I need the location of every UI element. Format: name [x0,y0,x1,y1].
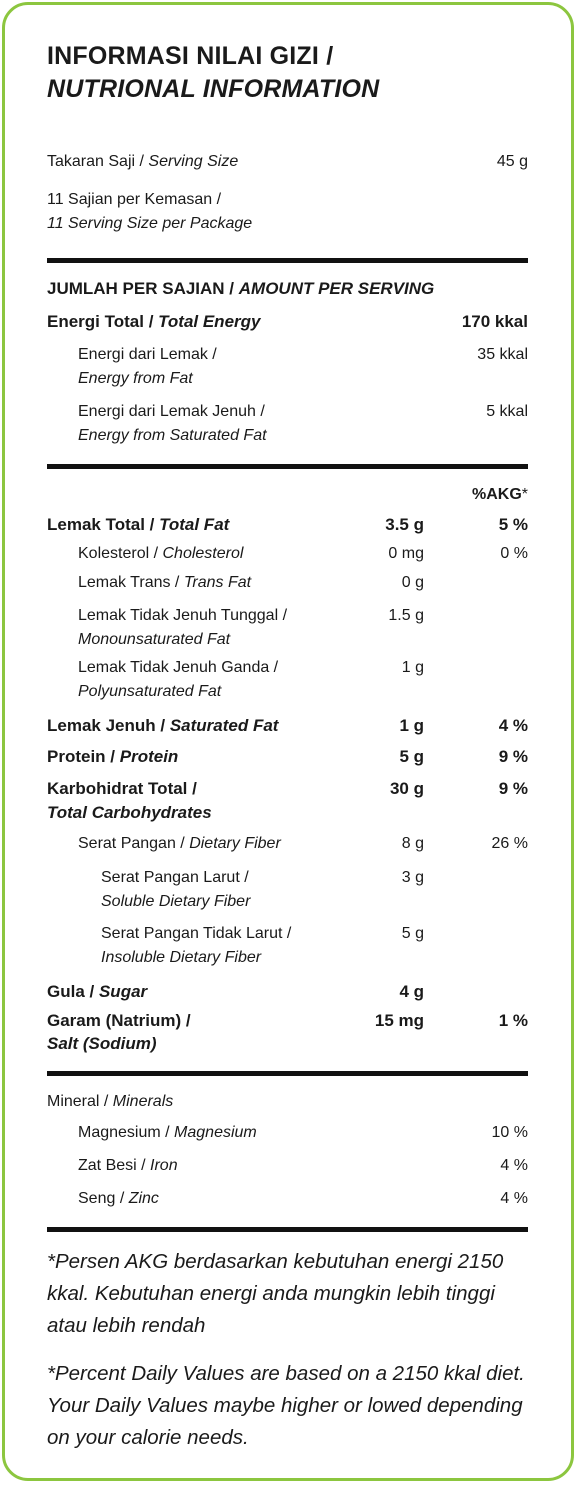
serving-size-label: Takaran Saji / Serving Size [47,153,239,170]
carbs-amount: 30 g [389,779,424,798]
carbs-label-en: Total Carbohydrates [47,803,212,822]
iron-label: Zat Besi / Iron [78,1157,178,1174]
energy-from-fat-en: Energy from Fat [78,370,193,387]
trans-fat-amount: 0 g [401,574,424,591]
servings-per-package-id: 11 Sajian per Kemasan / [47,191,222,208]
minerals-header: Mineral / Minerals [47,1093,174,1110]
saturated-fat-akg: 4 % [498,716,528,735]
title-indonesian: INFORMASI NILAI GIZI / [47,42,334,70]
zinc-label: Seng / Zinc [78,1190,159,1207]
magnesium-akg: 10 % [491,1124,528,1141]
total-fat-akg: 5 % [498,515,528,534]
mono-fat-label-id: Lemak Tidak Jenuh Tunggal / [78,607,288,624]
salt-label-id: Garam (Natrium) / [47,1011,191,1030]
carbs-akg: 9 % [498,779,528,798]
salt-amount: 15 mg [374,1011,424,1030]
salt-akg: 1 % [498,1011,528,1030]
cholesterol-amount: 0 mg [388,545,424,562]
sugar-amount: 4 g [399,982,424,1001]
soluble-fiber-label-en: Soluble Dietary Fiber [101,893,251,910]
footnote-english: *Percent Daily Values are based on a 2150 kkal diet. Your Daily Values maybe higher or lowed depending on your calorie needs. [47,1362,525,1449]
divider-rule [47,258,528,263]
iron-akg: 4 % [500,1157,528,1174]
insoluble-fiber-label-id: Serat Pangan Tidak Larut / [101,925,292,942]
title-english: NUTRIONAL INFORMATION [47,75,380,103]
trans-fat-label: Lemak Trans / Trans Fat [78,574,252,591]
amount-per-serving-header: JUMLAH PER SAJIAN / AMOUNT PER SERVING [47,279,435,298]
cholesterol-label: Kolesterol / Cholesterol [78,545,244,562]
fiber-akg: 26 % [491,835,528,852]
footnote-indonesian: *Persen AKG berdasarkan kebutuhan energi 2150 kkal. Kebutuhan energi anda mungkin lebih tinggi atau lebih rendah [47,1250,504,1337]
energy-from-sat-fat-value: 5 kkal [486,403,528,420]
salt-label-en: Salt (Sodium) [47,1034,157,1053]
sugar-label: Gula / Sugar [47,982,148,1001]
serving-size-value: 45 g [496,153,528,170]
energy-from-fat-value: 35 kkal [477,346,528,363]
total-fat-amount: 3.5 g [385,515,424,534]
soluble-fiber-amount: 3 g [401,869,424,886]
energy-from-fat-id: Energi dari Lemak / [78,346,217,363]
divider-rule [47,1227,528,1232]
fiber-amount: 8 g [401,835,424,852]
energy-from-sat-fat-en: Energy from Saturated Fat [78,427,267,444]
mono-fat-amount: 1.5 g [388,607,424,624]
protein-amount: 5 g [399,747,424,766]
soluble-fiber-label-id: Serat Pangan Larut / [101,869,249,886]
akg-header: %AKG* [471,486,528,503]
poly-fat-label-id: Lemak Tidak Jenuh Ganda / [78,659,279,676]
fiber-label: Serat Pangan / Dietary Fiber [78,835,281,852]
divider-rule [47,464,528,469]
insoluble-fiber-label-en: Insoluble Dietary Fiber [101,949,262,966]
servings-per-package-en: 11 Serving Size per Package [47,215,253,232]
total-energy-value: 170 kkal [461,312,528,331]
mono-fat-label-en: Monounsaturated Fat [78,631,231,648]
protein-akg: 9 % [498,747,528,766]
carbs-label-id: Karbohidrat Total / [47,779,197,798]
saturated-fat-amount: 1 g [399,716,424,735]
total-fat-label: Lemak Total / Total Fat [47,515,230,534]
divider-rule [47,1071,528,1076]
zinc-akg: 4 % [500,1190,528,1207]
protein-label: Protein / Protein [47,747,179,766]
cholesterol-akg: 0 % [500,545,528,562]
total-energy-label: Energi Total / Total Energy [47,312,261,331]
magnesium-label: Magnesium / Magnesium [78,1124,257,1141]
insoluble-fiber-amount: 5 g [401,925,424,942]
energy-from-sat-fat-id: Energi dari Lemak Jenuh / [78,403,265,420]
poly-fat-amount: 1 g [401,659,424,676]
saturated-fat-label: Lemak Jenuh / Saturated Fat [47,716,279,735]
poly-fat-label-en: Polyunsaturated Fat [78,683,222,700]
